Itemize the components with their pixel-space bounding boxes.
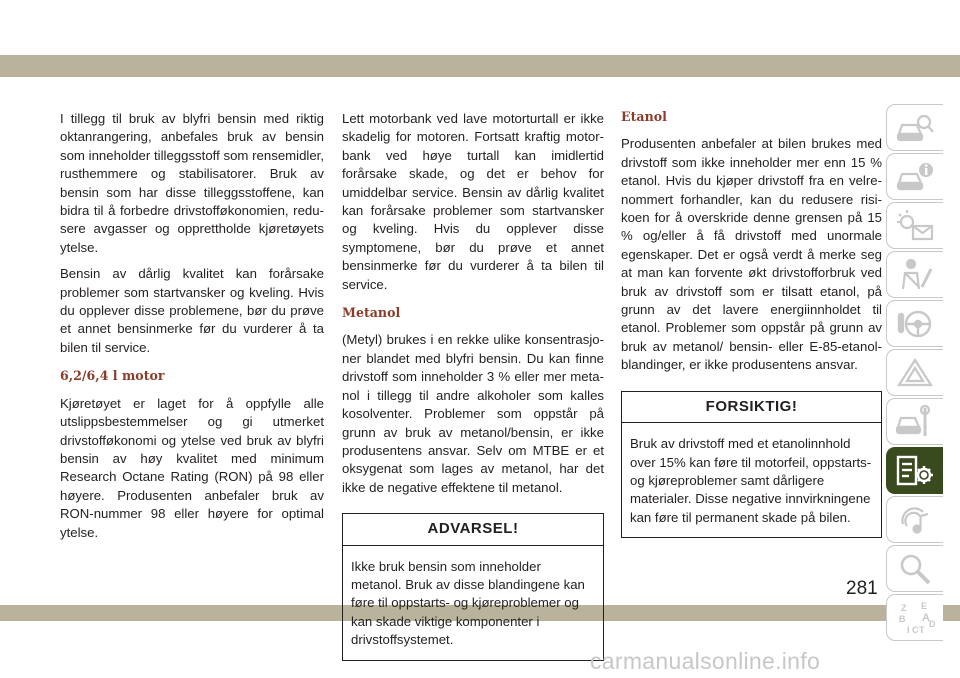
specifications-gear-icon: [895, 453, 935, 489]
warning-text: Ikke bruk bensin som inneholder metanol. Bruk av disse blandingene kan føre til oppstarts- og kjøreproblemer og kan skade viktige komponenter i drivstoffsystemet.: [351, 558, 585, 648]
top-band: [0, 55, 960, 77]
magnifier-icon: [895, 551, 935, 587]
page-number: 281: [846, 578, 878, 599]
tab-vehicle-info[interactable]: [886, 153, 943, 200]
caution-title: FORSIKTIG!: [622, 392, 881, 423]
tab-warning-lights[interactable]: [886, 202, 943, 249]
section-heading-engine: 6,2/6,4 l motor: [60, 368, 165, 384]
index-letter-a: A: [922, 611, 930, 624]
index-letters-icon: [895, 600, 935, 636]
index-letter-e: E: [921, 600, 928, 611]
column-1: [60, 110, 324, 550]
tab-index[interactable]: [886, 594, 943, 641]
tab-technical-specifications[interactable]: [886, 447, 943, 494]
paragraph: Kjøretøyet er laget for å oppfylle alle utslippsbestemmelser og gi utmerket drivstofføkonomi og ytelse ved bruk av blyfri bensin av høy kvalitet med minimum Research Octane Rating (RON) på 98 eller høyere. Produsenten anbefaler bruk av RON-nummer 98 eller høyere for optimal ytelse.: [60, 395, 324, 540]
tab-starting-driving[interactable]: [886, 300, 943, 347]
index-letter-d: D: [929, 618, 935, 629]
paragraph: Bensin av dårlig kvalitet kan forårsake problemer som startvansker og kveling. Hvis du opplever disse problemene, bør du prøve et annet bensinmerke før du vurderer å ta bilen til service.: [60, 266, 324, 355]
steering-wheel-icon: [895, 306, 935, 342]
car-info-icon: [895, 159, 935, 195]
tab-safety[interactable]: [886, 251, 943, 298]
paragraph: I tillegg til bruk av blyfri bensin med riktig oktanrangering, anbefales bruk av bensin som inneholder tilleggsstoff som rensemidler, rusthemmere og stabilisatorer. Bruk av bensin som har disse tilleggsstoffene, kan bidra til å forbedre drivstofføkonomien, redusere avgasser og opprettholde kjøretøyets ytelse.: [60, 111, 324, 255]
watermark: carmanualsonline.info: [590, 648, 821, 674]
index-letter-b: B: [899, 613, 906, 624]
warning-light-message-icon: [895, 208, 935, 244]
car-wrench-icon: [895, 404, 935, 440]
tab-customer-assistance[interactable]: [886, 545, 943, 592]
column-3: [621, 110, 882, 538]
paragraph: Lett motorbank ved lave motorturtall er ikke skadelig for motoren. Fortsatt kraftig motorbank ved høye turtall kan imidlertid forårsake skade, og det er behov for umiddelbar service. Bensin av dårlig kvalitet kan forårsake problemer som startvansker og kveling. Hvis du opplever disse symptomene, bør du prøve et annet bensinmerke før du vurderer å ta bilen til service.: [342, 111, 604, 292]
caution-text: Bruk av drivstoff med et etanolinnhold over 15% kan føre til motorfeil, oppstarts- og kjøreproblemer samt dårligere materialer. Disse negative innvirkningene kan føre til permanent skade på bilen.: [630, 436, 872, 525]
warning-box: [342, 513, 604, 660]
column-2: [342, 110, 604, 661]
section-heading-ethanol: Etanol: [621, 109, 667, 124]
seatbelt-icon: [895, 257, 935, 293]
chapter-tabs: [886, 104, 946, 643]
index-letter-t: T: [919, 624, 925, 635]
tab-emergency[interactable]: [886, 349, 943, 396]
paragraph: Produsenten anbefaler at bilen brukes med drivstoff som ikke inneholder mer enn 15 % etanol. Hvis du kjøper drivstoff fra en velrenommert forhandler, kan du redusere risikoen for å overskride denne grensen på 15 % og/eller å få drivstoff med unormale egenskaper. Det er også verdt å merke seg at man kan forvente økt drivstofforbruk ved bruk av drivstoff som er tilsatt etanol, på grunn av det lavere energiinnholdet til etanol. Problemer som oppstår på grunn av bruk av metanol/ bensin- eller E-85-etanol-blandinger, er ikke produsentens ansvar.: [621, 136, 882, 373]
section-heading-methanol: Metanol: [342, 305, 401, 321]
index-letter-z: Z: [901, 602, 907, 613]
warning-title: ADVARSEL!: [343, 514, 603, 545]
index-letter-i: I: [907, 624, 910, 635]
hazard-triangle-icon: [895, 355, 935, 391]
car-search-icon: [895, 110, 935, 146]
paragraph: (Metyl) brukes i en rekke ulike konsentrasjoner blandet med blyfri bensin. Du kan finne drivstoff som inneholder 3 % eller mer metanol i tillegg til andre alkoholer som kalles kosolventer. Problemer som oppstår på grunn av bruk av metanol/bensin, er ikke produsentens ansvar. Selv om MTBE er et oksygenat som lages av metanol, har det ikke de negative effektene til metanol.: [342, 332, 604, 495]
tab-multimedia[interactable]: [886, 496, 943, 543]
tab-service[interactable]: [886, 398, 943, 445]
tab-vehicle-search[interactable]: [886, 104, 943, 151]
index-letter-c: C: [912, 624, 919, 635]
radio-note-icon: [895, 502, 935, 538]
caution-box: [621, 391, 882, 538]
